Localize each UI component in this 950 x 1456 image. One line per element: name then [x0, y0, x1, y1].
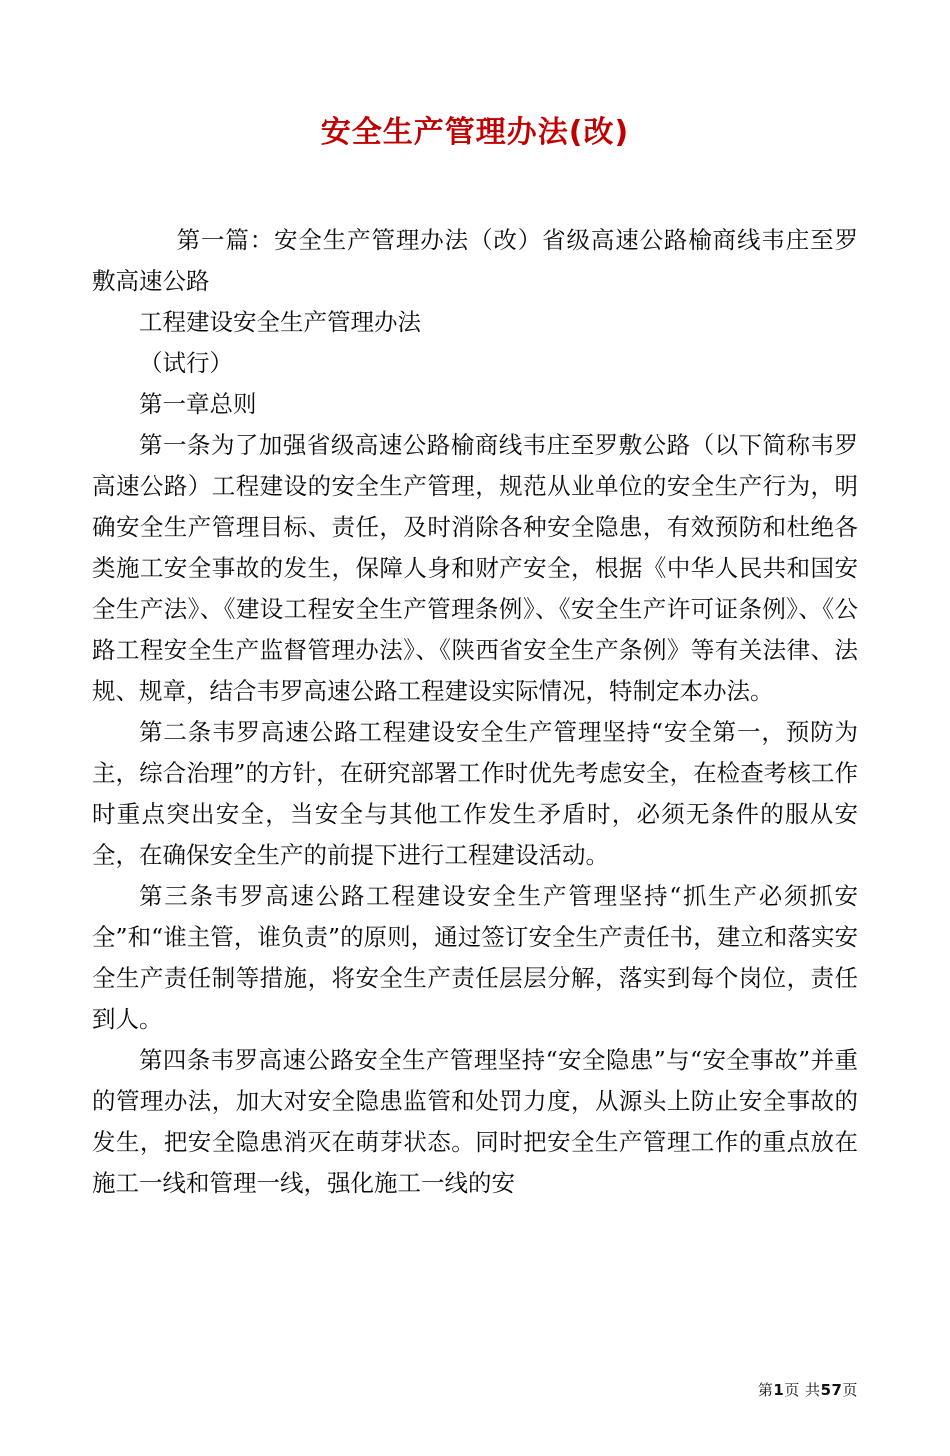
footer-middle: 页 共 — [784, 1381, 821, 1399]
page-title: 安全生产管理办法(改) — [320, 115, 630, 150]
footer-prefix: 第 — [757, 1381, 774, 1399]
paragraph: 第一条为了加强省级高速公路榆商线韦庄至罗敷公路（以下简称韦罗高速公路）工程建设的安全生产管理，规范从业单位的安全生产行为，明确安全生产管理目标、责任，及时消除各种安全隐患，有效预防和杜绝各类施工安全事故的发生，保障人身和财产安全，根据《中华人民共和国安全生产法》、《建设工程安全生产管理条例》、《安全生产许可证条例》、《公路工程安全生产监督管理办法》、《陕西省安全生产条例》等有关法律、法规、规章，结合韦罗高速公路工程建设实际情况，特制定本办法。 — [92, 431, 858, 705]
paragraph: （试行） — [139, 349, 233, 377]
paragraph: 第四条韦罗高速公路安全生产管理坚持“安全隐患”与“安全事故”并重的管理办法，加大对安全隐患监管和处罚力度，从源头上防止安全事故的发生，把安全隐患消灭在萌芽状态。同时把安全生产管理工作的重点放在施工一线和管理一线，强化施工一线的安 — [92, 1046, 858, 1197]
footer-suffix: 页 — [842, 1381, 858, 1399]
paragraph: 第三条韦罗高速公路工程建设安全生产管理坚持“抓生产必须抓安全”和“谁主管，谁负责”的原则，通过签订安全生产责任书，建立和落实安全生产责任制等措施，将安全生产责任层层分解，落实到每个岗位，责任到人。 — [92, 882, 858, 1033]
document-body — [92, 220, 858, 1204]
footer-total-pages: 57 — [820, 1381, 843, 1399]
paragraph: 第一篇：安全生产管理办法（改）省级高速公路榆商线韦庄至罗敷高速公路 — [92, 226, 858, 295]
document-page — [0, 112, 950, 1456]
paragraph: 第一章总则 — [139, 390, 257, 418]
paragraph: 工程建设安全生产管理办法 — [139, 308, 421, 336]
paragraph: 第二条韦罗高速公路工程建设安全生产管理坚持“安全第一，预防为主，综合治理”的方针，在研究部署工作时优先考虑安全，在检查考核工作时重点突出安全，当安全与其他工作发生矛盾时，必须无条件的服从安全，在确保安全生产的前提下进行工程建设活动。 — [92, 718, 858, 869]
footer-current-page: 1 — [773, 1381, 785, 1399]
page-footer — [758, 1379, 858, 1400]
